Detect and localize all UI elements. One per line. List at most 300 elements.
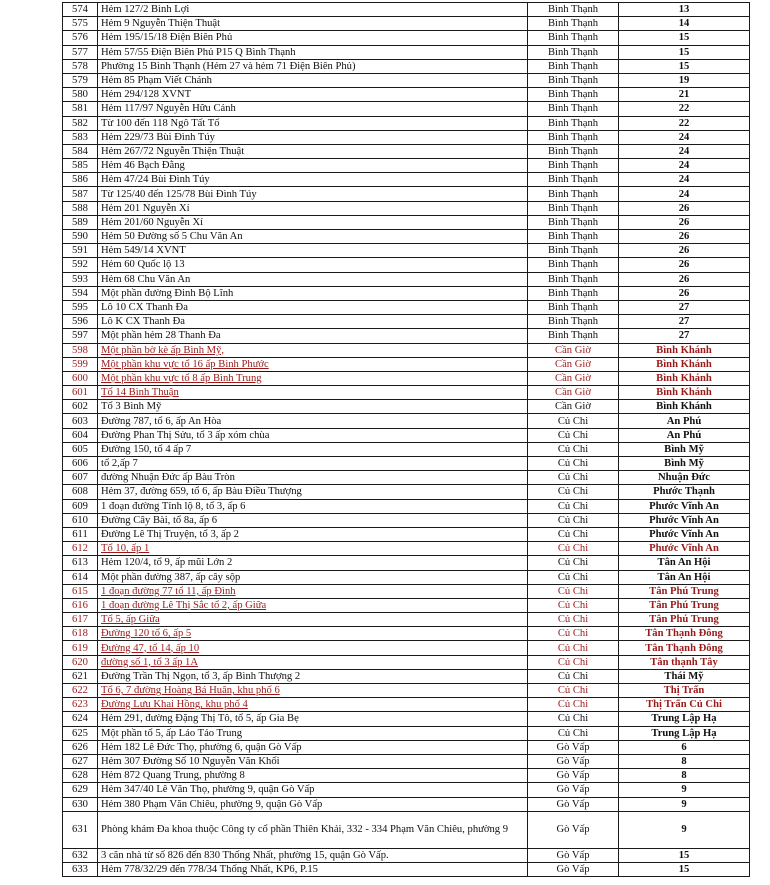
district-cell: Bình Thạnh xyxy=(528,272,619,286)
row-number-cell: 605 xyxy=(63,442,98,456)
ward-cell: 15 xyxy=(619,862,750,876)
district-cell: Gò Vấp xyxy=(528,769,619,783)
ward-cell: Thái Mỹ xyxy=(619,669,750,683)
ward-cell: 26 xyxy=(619,215,750,229)
district-cell: Củ Chi xyxy=(528,627,619,641)
ward-cell: 15 xyxy=(619,848,750,862)
ward-cell: 9 xyxy=(619,783,750,797)
district-cell: Củ Chi xyxy=(528,712,619,726)
location-cell: Hẻm 267/72 Nguyễn Thiện Thuật xyxy=(98,144,528,158)
location-cell: Hẻm 549/14 XVNT xyxy=(98,244,528,258)
district-cell: Củ Chi xyxy=(528,428,619,442)
table-row xyxy=(63,130,750,144)
row-number-cell: 583 xyxy=(63,130,98,144)
table-row xyxy=(63,641,750,655)
row-number-cell: 593 xyxy=(63,272,98,286)
table-row xyxy=(63,116,750,130)
district-cell: Củ Chi xyxy=(528,442,619,456)
row-number-cell: 620 xyxy=(63,655,98,669)
row-number-cell: 628 xyxy=(63,769,98,783)
ward-cell: Phước Vĩnh An xyxy=(619,542,750,556)
district-cell: Gò Vấp xyxy=(528,811,619,848)
table-row xyxy=(63,258,750,272)
location-cell: Đường Lưu Khai Hồng, khu phố 4 xyxy=(98,698,528,712)
district-cell: Củ Chi xyxy=(528,471,619,485)
ward-cell: 27 xyxy=(619,315,750,329)
row-number-cell: 633 xyxy=(63,862,98,876)
row-number-cell: 587 xyxy=(63,187,98,201)
ward-cell: 27 xyxy=(619,300,750,314)
row-number-cell: 594 xyxy=(63,286,98,300)
location-cell: Hẻm 50 Đường số 5 Chu Văn An xyxy=(98,230,528,244)
table-row xyxy=(63,570,750,584)
table-row xyxy=(63,862,750,876)
district-cell: Bình Thạnh xyxy=(528,187,619,201)
district-cell: Củ Chi xyxy=(528,414,619,428)
table-row xyxy=(63,848,750,862)
table-row xyxy=(63,244,750,258)
row-number-cell: 606 xyxy=(63,457,98,471)
table-row xyxy=(63,315,750,329)
district-cell: Củ Chi xyxy=(528,655,619,669)
district-cell: Bình Thạnh xyxy=(528,102,619,116)
row-number-cell: 576 xyxy=(63,31,98,45)
table-row xyxy=(63,300,750,314)
row-number-cell: 614 xyxy=(63,570,98,584)
table-row xyxy=(63,797,750,811)
location-cell: 3 căn nhà từ số 826 đến 830 Thống Nhất, phường 15, quận Gò Vấp. xyxy=(98,848,528,862)
location-cell: Lô K CX Thanh Đa xyxy=(98,315,528,329)
row-number-cell: 588 xyxy=(63,201,98,215)
table-row xyxy=(63,173,750,187)
table-row xyxy=(63,343,750,357)
district-cell: Bình Thạnh xyxy=(528,173,619,187)
table-row xyxy=(63,329,750,343)
location-cell: Từ 125/40 đến 125/78 Bùi Đình Túy xyxy=(98,187,528,201)
ward-cell: 24 xyxy=(619,130,750,144)
location-cell: 1 đoạn đường 77 tổ 11, ấp Đình xyxy=(98,584,528,598)
district-cell: Bình Thạnh xyxy=(528,258,619,272)
location-cell: Hẻm 195/15/18 Điện Biên Phủ xyxy=(98,31,528,45)
district-cell: Củ Chi xyxy=(528,726,619,740)
district-cell: Bình Thạnh xyxy=(528,215,619,229)
district-cell: Củ Chi xyxy=(528,457,619,471)
ward-cell: 22 xyxy=(619,102,750,116)
ward-cell: Bình Khánh xyxy=(619,386,750,400)
row-number-cell: 630 xyxy=(63,797,98,811)
row-number-cell: 631 xyxy=(63,811,98,848)
row-number-cell: 597 xyxy=(63,329,98,343)
row-number-cell: 615 xyxy=(63,584,98,598)
row-number-cell: 596 xyxy=(63,315,98,329)
row-number-cell: 623 xyxy=(63,698,98,712)
row-number-cell: 604 xyxy=(63,428,98,442)
location-cell: Một phần tổ 5, ấp Láo Táo Trung xyxy=(98,726,528,740)
table-row xyxy=(63,414,750,428)
location-cell: Lô 10 CX Thanh Đa xyxy=(98,300,528,314)
table-row xyxy=(63,811,750,848)
location-cell: Hẻm 291, đường Đặng Thị Tô, tổ 5, ấp Gia Bẹ xyxy=(98,712,528,726)
row-number-cell: 598 xyxy=(63,343,98,357)
row-number-cell: 602 xyxy=(63,400,98,414)
row-number-cell: 577 xyxy=(63,45,98,59)
table-row xyxy=(63,613,750,627)
location-cell: Từ 100 đến 118 Ngô Tất Tố xyxy=(98,116,528,130)
ward-cell: An Phú xyxy=(619,428,750,442)
row-number-cell: 601 xyxy=(63,386,98,400)
district-cell: Củ Chi xyxy=(528,584,619,598)
ward-cell: Tân Phú Trung xyxy=(619,584,750,598)
ward-cell: 8 xyxy=(619,769,750,783)
row-number-cell: 618 xyxy=(63,627,98,641)
district-cell: Gò Vấp xyxy=(528,740,619,754)
location-cell: Một phần đường Đinh Bộ Lĩnh xyxy=(98,286,528,300)
table-body xyxy=(63,3,750,877)
table-row xyxy=(63,457,750,471)
ward-cell: 24 xyxy=(619,173,750,187)
table-row xyxy=(63,17,750,31)
row-number-cell: 629 xyxy=(63,783,98,797)
location-cell: Một phần khu vực tổ 16 ấp Bình Phước xyxy=(98,357,528,371)
location-cell: Hẻm 127/2 Bình Lợi xyxy=(98,3,528,17)
table-row xyxy=(63,371,750,385)
district-cell: Bình Thạnh xyxy=(528,31,619,45)
ward-cell: Phước Vĩnh An xyxy=(619,513,750,527)
location-cell: Tổ 14 Bình Thuận xyxy=(98,386,528,400)
district-cell: Gò Vấp xyxy=(528,754,619,768)
ward-cell: 15 xyxy=(619,31,750,45)
location-cell: Hẻm 60 Quốc lộ 13 xyxy=(98,258,528,272)
ward-cell: Tân An Hội xyxy=(619,570,750,584)
ward-cell: 6 xyxy=(619,740,750,754)
ward-cell: Bình Khánh xyxy=(619,371,750,385)
location-cell: Đường Phan Thị Sửu, tổ 3 ấp xóm chùa xyxy=(98,428,528,442)
district-cell: Bình Thạnh xyxy=(528,159,619,173)
location-cell: Một phần bờ kè ấp Bình Mỹ, xyxy=(98,343,528,357)
table-row xyxy=(63,712,750,726)
row-number-cell: 612 xyxy=(63,542,98,556)
table-row xyxy=(63,442,750,456)
district-cell: Gò Vấp xyxy=(528,783,619,797)
ward-cell: Trung Lập Hạ xyxy=(619,712,750,726)
district-cell: Bình Thạnh xyxy=(528,329,619,343)
table-row xyxy=(63,400,750,414)
location-cell: Hẻm 68 Chu Văn An xyxy=(98,272,528,286)
table-row xyxy=(63,684,750,698)
location-cell: Hẻm 201/60 Nguyễn Xí xyxy=(98,215,528,229)
table-row xyxy=(63,88,750,102)
ward-cell: 14 xyxy=(619,17,750,31)
district-cell: Củ Chi xyxy=(528,485,619,499)
district-cell: Bình Thạnh xyxy=(528,144,619,158)
district-cell: Gò Vấp xyxy=(528,862,619,876)
row-number-cell: 595 xyxy=(63,300,98,314)
district-cell: Củ Chi xyxy=(528,613,619,627)
district-cell: Củ Chi xyxy=(528,570,619,584)
ward-cell: 9 xyxy=(619,811,750,848)
row-number-cell: 592 xyxy=(63,258,98,272)
ward-cell: 26 xyxy=(619,272,750,286)
row-number-cell: 621 xyxy=(63,669,98,683)
table-row xyxy=(63,102,750,116)
table-row xyxy=(63,428,750,442)
location-cell: Đường 150, tổ 4 ấp 7 xyxy=(98,442,528,456)
district-cell: Củ Chi xyxy=(528,527,619,541)
location-cell: Hẻm 85 Phạm Viết Chánh xyxy=(98,73,528,87)
table-row xyxy=(63,272,750,286)
table-row xyxy=(63,726,750,740)
district-cell: Gò Vấp xyxy=(528,797,619,811)
ward-cell: 21 xyxy=(619,88,750,102)
district-cell: Bình Thạnh xyxy=(528,130,619,144)
ward-cell: 9 xyxy=(619,797,750,811)
row-number-cell: 586 xyxy=(63,173,98,187)
location-cell: Hẻm 9 Nguyễn Thiện Thuật xyxy=(98,17,528,31)
table-row xyxy=(63,159,750,173)
district-cell: Bình Thạnh xyxy=(528,45,619,59)
district-cell: Bình Thạnh xyxy=(528,230,619,244)
row-number-cell: 590 xyxy=(63,230,98,244)
table-row xyxy=(63,598,750,612)
location-cell: Một phần hẻm 28 Thanh Đa xyxy=(98,329,528,343)
location-cell: Phường 15 Bình Thạnh (Hẻm 27 và hẻm 71 Điện Biên Phủ) xyxy=(98,59,528,73)
location-cell: Hẻm 117/97 Nguyễn Hữu Cảnh xyxy=(98,102,528,116)
district-cell: Gò Vấp xyxy=(528,848,619,862)
district-cell: Củ Chi xyxy=(528,669,619,683)
location-cell: đường số 1, tổ 3 ấp 1A xyxy=(98,655,528,669)
location-cell: Một phần khu vực tổ 8 ấp Bình Trung xyxy=(98,371,528,385)
ward-cell: Tân Thạnh Đông xyxy=(619,627,750,641)
row-number-cell: 613 xyxy=(63,556,98,570)
table-row xyxy=(63,740,750,754)
ward-cell: Tân Phú Trung xyxy=(619,598,750,612)
location-cell: Hẻm 872 Quang Trung, phường 8 xyxy=(98,769,528,783)
ward-cell: 24 xyxy=(619,187,750,201)
location-cell: Đường 787, tổ 6, ấp An Hòa xyxy=(98,414,528,428)
table-row xyxy=(63,754,750,768)
district-cell: Cần Giờ xyxy=(528,386,619,400)
location-cell: Tổ 3 Bình Mỹ xyxy=(98,400,528,414)
row-number-cell: 617 xyxy=(63,613,98,627)
ward-cell: 26 xyxy=(619,258,750,272)
district-cell: Bình Thạnh xyxy=(528,3,619,17)
row-number-cell: 600 xyxy=(63,371,98,385)
table-row xyxy=(63,556,750,570)
row-number-cell: 610 xyxy=(63,513,98,527)
ward-cell: Phước Vĩnh An xyxy=(619,499,750,513)
ward-cell: Nhuận Đức xyxy=(619,471,750,485)
district-cell: Cần Giờ xyxy=(528,343,619,357)
ward-cell: 24 xyxy=(619,144,750,158)
location-cell: Đường 120 tổ 6, ấp 5 xyxy=(98,627,528,641)
row-number-cell: 585 xyxy=(63,159,98,173)
district-cell: Củ Chi xyxy=(528,499,619,513)
location-cell: Đường Cây Bài, tổ 8a, ấp 6 xyxy=(98,513,528,527)
location-cell: Hẻm 294/128 XVNT xyxy=(98,88,528,102)
district-cell: Bình Thạnh xyxy=(528,315,619,329)
location-cell: Một phần đường 387, ấp cây sộp xyxy=(98,570,528,584)
district-cell: Bình Thạnh xyxy=(528,73,619,87)
ward-cell: Thị Trấn xyxy=(619,684,750,698)
row-number-cell: 611 xyxy=(63,527,98,541)
row-number-cell: 584 xyxy=(63,144,98,158)
table-row xyxy=(63,584,750,598)
row-number-cell: 599 xyxy=(63,357,98,371)
ward-cell: 8 xyxy=(619,754,750,768)
table-row xyxy=(63,783,750,797)
table-row xyxy=(63,73,750,87)
ward-cell: 15 xyxy=(619,45,750,59)
row-number-cell: 619 xyxy=(63,641,98,655)
location-cell: Đường Trần Thị Ngọn, tổ 3, ấp Bình Thượng 2 xyxy=(98,669,528,683)
table-row xyxy=(63,769,750,783)
table-row xyxy=(63,627,750,641)
row-number-cell: 607 xyxy=(63,471,98,485)
table-row xyxy=(63,527,750,541)
location-cell: Hẻm 201 Nguyễn Xí xyxy=(98,201,528,215)
district-cell: Củ Chi xyxy=(528,698,619,712)
ward-cell: Tân Thạnh Đông xyxy=(619,641,750,655)
table-row xyxy=(63,485,750,499)
table-row xyxy=(63,655,750,669)
location-cell: Hẻm 182 Lê Đức Thọ, phường 6, quận Gò Vấp xyxy=(98,740,528,754)
table-row xyxy=(63,230,750,244)
table-row xyxy=(63,499,750,513)
location-cell: Hẻm 37, đường 659, tổ 6, ấp Bàu Điều Thượng xyxy=(98,485,528,499)
ward-cell: 26 xyxy=(619,230,750,244)
location-cell: Hẻm 380 Phạm Văn Chiêu, phường 9, quận Gò Vấp xyxy=(98,797,528,811)
location-cell: Hẻm 307 Đường Số 10 Nguyễn Văn Khối xyxy=(98,754,528,768)
row-number-cell: 603 xyxy=(63,414,98,428)
table-row xyxy=(63,698,750,712)
district-cell: Bình Thạnh xyxy=(528,59,619,73)
district-cell: Bình Thạnh xyxy=(528,244,619,258)
row-number-cell: 622 xyxy=(63,684,98,698)
row-number-cell: 627 xyxy=(63,754,98,768)
ward-cell: Bình Mỹ xyxy=(619,442,750,456)
district-cell: Bình Thạnh xyxy=(528,201,619,215)
ward-cell: Tân thạnh Tây xyxy=(619,655,750,669)
location-cell: Hẻm 347/40 Lê Văn Thọ, phường 9, quận Gò Vấp xyxy=(98,783,528,797)
row-number-cell: 578 xyxy=(63,59,98,73)
table-row xyxy=(63,471,750,485)
ward-cell: 15 xyxy=(619,59,750,73)
ward-cell: Bình Mỹ xyxy=(619,457,750,471)
ward-cell: Phước Vĩnh An xyxy=(619,527,750,541)
row-number-cell: 616 xyxy=(63,598,98,612)
row-number-cell: 581 xyxy=(63,102,98,116)
ward-cell: Thị Trấn Củ Chi xyxy=(619,698,750,712)
location-cell: Hẻm 229/73 Bùi Đình Túy xyxy=(98,130,528,144)
table-row xyxy=(63,201,750,215)
table-row xyxy=(63,513,750,527)
table-row xyxy=(63,386,750,400)
table-row xyxy=(63,286,750,300)
row-number-cell: 609 xyxy=(63,499,98,513)
district-cell: Bình Thạnh xyxy=(528,88,619,102)
table-row xyxy=(63,59,750,73)
row-number-cell: 574 xyxy=(63,3,98,17)
location-cell: Phòng khám Đa khoa thuộc Công ty cổ phần Thiên Khải, 332 - 334 Phạm Văn Chiêu, phường 9 xyxy=(98,811,528,848)
location-cell: 1 đoạn đường Lê Thị Sắc tổ 2, ấp Giữa xyxy=(98,598,528,612)
ward-cell: Tân Phú Trung xyxy=(619,613,750,627)
table-row xyxy=(63,187,750,201)
table-row xyxy=(63,144,750,158)
table-row xyxy=(63,3,750,17)
location-cell: 1 đoạn đường Tỉnh lộ 8, tổ 3, ấp 6 xyxy=(98,499,528,513)
row-number-cell: 608 xyxy=(63,485,98,499)
location-cell: đường Nhuận Đức ấp Bàu Tròn xyxy=(98,471,528,485)
location-cell: Hẻm 120/4, tổ 9, ấp mũi Lớn 2 xyxy=(98,556,528,570)
location-cell: tổ 2,ấp 7 xyxy=(98,457,528,471)
table-row xyxy=(63,542,750,556)
district-cell: Bình Thạnh xyxy=(528,286,619,300)
district-cell: Cần Giờ xyxy=(528,371,619,385)
row-number-cell: 579 xyxy=(63,73,98,87)
location-cell: Tổ 6, 7 đường Hoàng Bá Huân, khu phố 6 xyxy=(98,684,528,698)
ward-cell: 24 xyxy=(619,159,750,173)
district-cell: Củ Chi xyxy=(528,598,619,612)
row-number-cell: 624 xyxy=(63,712,98,726)
row-number-cell: 625 xyxy=(63,726,98,740)
district-cell: Bình Thạnh xyxy=(528,116,619,130)
row-number-cell: 582 xyxy=(63,116,98,130)
row-number-cell: 626 xyxy=(63,740,98,754)
table-row xyxy=(63,669,750,683)
district-cell: Cần Giờ xyxy=(528,400,619,414)
district-cell: Củ Chi xyxy=(528,684,619,698)
ward-cell: 13 xyxy=(619,3,750,17)
row-number-cell: 589 xyxy=(63,215,98,229)
district-cell: Bình Thạnh xyxy=(528,300,619,314)
ward-cell: 27 xyxy=(619,329,750,343)
row-number-cell: 580 xyxy=(63,88,98,102)
table-row xyxy=(63,45,750,59)
ward-cell: Bình Khánh xyxy=(619,357,750,371)
ward-cell: Trung Lập Hạ xyxy=(619,726,750,740)
location-cell: Đường Lê Thị Truyện, tổ 3, ấp 2 xyxy=(98,527,528,541)
row-number-cell: 591 xyxy=(63,244,98,258)
location-cell: Đường 47, tổ 14, ấp 10 xyxy=(98,641,528,655)
ward-cell: An Phú xyxy=(619,414,750,428)
location-cell: Hẻm 57/55 Điện Biên Phủ P15 Q Bình Thạnh xyxy=(98,45,528,59)
row-number-cell: 632 xyxy=(63,848,98,862)
ward-cell: 26 xyxy=(619,201,750,215)
ward-cell: Bình Khánh xyxy=(619,343,750,357)
district-cell: Củ Chi xyxy=(528,556,619,570)
district-cell: Bình Thạnh xyxy=(528,17,619,31)
district-cell: Củ Chi xyxy=(528,542,619,556)
ward-cell: 19 xyxy=(619,73,750,87)
row-number-cell: 575 xyxy=(63,17,98,31)
table-row xyxy=(63,31,750,45)
district-cell: Cần Giờ xyxy=(528,357,619,371)
ward-cell: Tân An Hội xyxy=(619,556,750,570)
ward-cell: Bình Khánh xyxy=(619,400,750,414)
location-cell: Tổ 10, ấp 1 xyxy=(98,542,528,556)
district-cell: Củ Chi xyxy=(528,641,619,655)
location-cell: Hẻm 47/24 Bùi Đình Túy xyxy=(98,173,528,187)
location-cell: Hẻm 778/32/29 đến 778/34 Thống Nhất, KP6, P.15 xyxy=(98,862,528,876)
lockdown-area-table xyxy=(62,2,750,877)
district-cell: Củ Chi xyxy=(528,513,619,527)
ward-cell: 26 xyxy=(619,244,750,258)
location-cell: Tổ 5, ấp Giữa xyxy=(98,613,528,627)
ward-cell: 26 xyxy=(619,286,750,300)
table-row xyxy=(63,215,750,229)
ward-cell: 22 xyxy=(619,116,750,130)
table-row xyxy=(63,357,750,371)
